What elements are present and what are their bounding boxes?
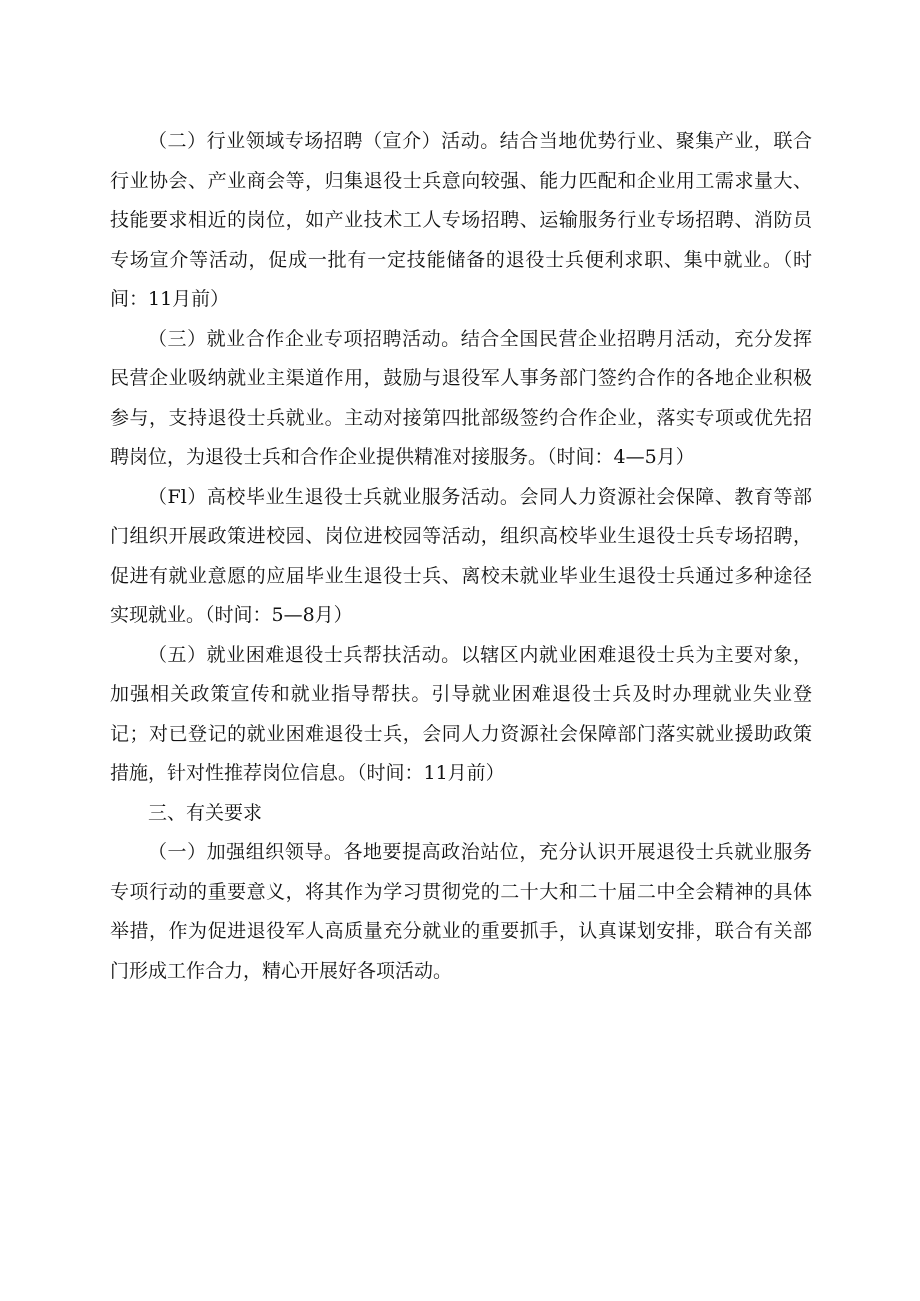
paragraph-industry-recruitment: （二）行业领域专场招聘（宣介）活动。结合当地优势行业、聚集产业，联合行业协会、产业商会等，归集退役士兵意向较强、能力匹配和企业用工需求量大、技能要求相近的岗位，如产业技术工人专场招聘、运输服务行业专场招聘、消防员专场宣介等活动，促成一批有一定技能储备的退役士兵便利求职、集中就业。（时间：11月前） (110, 130, 812, 310)
document-body (110, 122, 812, 991)
paragraph-graduate-service: （Fl）高校毕业生退役士兵就业服务活动。会同人力资源社会保障、教育等部门组织开展政策进校园、岗位进校园等活动，组织高校毕业生退役士兵专场招聘，促进有就业意愿的应届毕业生退役士兵、离校未就业毕业生退役士兵通过多种途径实现就业。（时间：5—8月） (110, 485, 812, 626)
paragraph-partner-enterprise-recruitment: （三）就业合作企业专项招聘活动。结合全国民营企业招聘月活动，充分发挥民营企业吸纳就业主渠道作用，鼓励与退役军人事务部门签约合作的各地企业积极参与，支持退役士兵就业。主动对接第四批部级签约合作企业，落实专项或优先招聘岗位，为退役士兵和合作企业提供精准对接服务。（时间：4—5月） (110, 327, 812, 468)
paragraph-difficulty-assistance: （五）就业困难退役士兵帮扶活动。以辖区内就业困难退役士兵为主要对象，加强相关政策宣传和就业指导帮扶。引导就业困难退役士兵及时办理就业失业登记；对已登记的就业困难退役士兵，会同人力资源社会保障部门落实就业援助政策措施，针对性推荐岗位信息。（时间：11月前） (110, 643, 812, 784)
paragraph-organization-leadership: （一）加强组织领导。各地要提高政治站位，充分认识开展退役士兵就业服务专项行动的重要意义，将其作为学习贯彻党的二十大和二十届二中全会精神的具体举措，作为促进退役军人高质量充分就业的重要抓手，认真谋划安排，联合有关部门形成工作合力，精心开展好各项活动。 (110, 841, 812, 982)
section-heading-requirements: 三、有关要求 (148, 801, 263, 824)
